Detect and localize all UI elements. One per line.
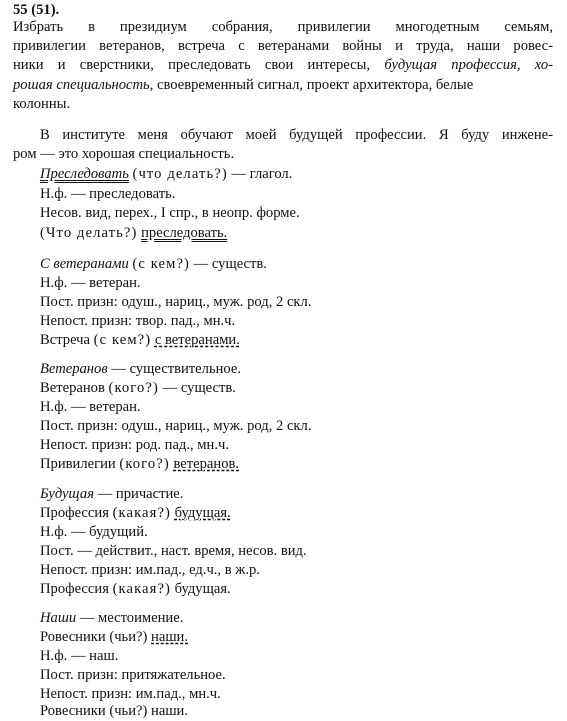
block3-l6-text: Привилегии <box>40 456 116 472</box>
block3-l6-word: ветеранов. <box>173 456 240 472</box>
block2-l5-question: (с кем?) <box>93 332 152 348</box>
intro-line-2: ром — это хорошая специальность. <box>13 146 235 162</box>
block3-line-2 <box>40 380 236 397</box>
block4-word: Будущая <box>40 486 94 502</box>
block2-word: С ветеранами <box>40 256 129 272</box>
block1-pos: — глагол. <box>231 166 293 182</box>
block2-line-5 <box>40 332 240 349</box>
task-line-2: привилегии ветеранов, встреча с ветеранами войны и труда, наши ровес- <box>13 38 553 54</box>
task-line-4-text: , своевременный сигнал, проект архитектора, белые <box>149 77 474 93</box>
block4-l2-question: (какая?) <box>112 505 171 521</box>
block3-l2-text: Ветеранов <box>40 380 105 396</box>
block4-pos: — причастие. <box>97 486 184 502</box>
task-line-3-text: ники и сверстники, преследовать свои интересы, <box>13 57 371 73</box>
block1-line-4 <box>40 225 227 242</box>
block2-line-4: Непост. призн: твор. пад., мн.ч. <box>40 313 236 329</box>
task-line-3 <box>13 57 553 74</box>
block3-line-1 <box>40 361 241 378</box>
block2-pos: — существ. <box>193 256 267 272</box>
block1-line-2: Н.ф. — преследовать. <box>40 186 176 202</box>
block2-line-2: Н.ф. — ветеран. <box>40 275 141 291</box>
block2-line-3: Пост. призн: одуш., нариц., муж. род, 2 скл. <box>40 294 312 310</box>
block3-line-5: Непост. призн: род. пад., мн.ч. <box>40 437 229 453</box>
block4-line-3: Н.ф. — будущий. <box>40 524 148 540</box>
task-line-1: Избрать в президиум собрания, привилегии многодетным семьям, <box>13 19 553 35</box>
block5-line-4: Пост. призн: притяжательное. <box>40 667 226 683</box>
block3-line-6 <box>40 456 239 473</box>
block1-l4-word: преследовать. <box>141 225 228 241</box>
task-line-4 <box>13 77 473 94</box>
block4-l6-tail: будущая. <box>174 581 231 597</box>
block5-pos: — местоимение. <box>79 610 184 626</box>
block5-line-5: Непост. призн: им.пад., мн.ч. <box>40 686 221 702</box>
block2-l5-word: с ветеранами. <box>154 332 240 348</box>
exercise-number: 55 (51). <box>13 2 60 18</box>
block4-l2-word: будущая. <box>174 505 231 521</box>
block4-line-1 <box>40 486 183 503</box>
block5-l2-text: Ровесники <box>40 629 106 645</box>
block2-question: (с кем?) <box>132 256 190 272</box>
block5-l2-question: (чьи?) <box>109 629 148 645</box>
block3-l6-question: (кого?) <box>119 456 170 472</box>
block1-l4-question: (Что делать?) <box>40 225 138 241</box>
block4-l6-text: Профессия <box>40 581 109 597</box>
block5-l6-tail: наши. <box>151 703 189 719</box>
block4-line-5: Непост. призн: им.пад., ед.ч., в ж.р. <box>40 562 260 578</box>
block4-line-2 <box>40 505 231 522</box>
block2-l5-text: Встреча <box>40 332 90 348</box>
block4-l2-text: Профессия <box>40 505 109 521</box>
task-line-4-italic: рошая специальность <box>13 77 150 93</box>
block3-l2-tail: — существ. <box>162 380 236 396</box>
block5-word: Наши <box>40 610 77 626</box>
block3-line-4: Пост. призн: одуш., нариц., муж. род, 2 скл. <box>40 418 312 434</box>
block1-word: Преследовать <box>40 166 129 182</box>
block5-l6-question: (чьи?) <box>109 703 148 719</box>
block3-word: Ветеранов <box>40 361 108 377</box>
block3-line-3: Н.ф. — ветеран. <box>40 399 141 415</box>
task-line-3-italic: будущая профессия, хо- <box>384 57 554 73</box>
block5-l6-text: Ровесники <box>40 703 106 719</box>
block1-line-1 <box>40 166 292 183</box>
block2-line-1 <box>40 256 267 273</box>
block1-question: (что делать?) <box>132 166 228 182</box>
block5-line-1 <box>40 610 183 627</box>
block4-line-6 <box>40 581 231 598</box>
block5-l2-word: наши. <box>151 629 189 645</box>
intro-line-1: В институте меня обучают моей будущей профессии. Я буду инжене- <box>40 127 553 143</box>
task-line-5: колонны. <box>13 96 71 112</box>
block5-line-2 <box>40 629 188 646</box>
block5-line-3: Н.ф. — наш. <box>40 648 119 664</box>
block1-line-3: Несов. вид, перех., I спр., в неопр. форме. <box>40 205 300 221</box>
block5-line-6 <box>40 703 188 720</box>
block3-l2-question: (кого?) <box>108 380 159 396</box>
block4-l6-question: (какая?) <box>112 581 171 597</box>
block4-line-4: Пост. — действит., наст. время, несов. вид. <box>40 543 307 559</box>
block3-pos: — существительное. <box>111 361 242 377</box>
